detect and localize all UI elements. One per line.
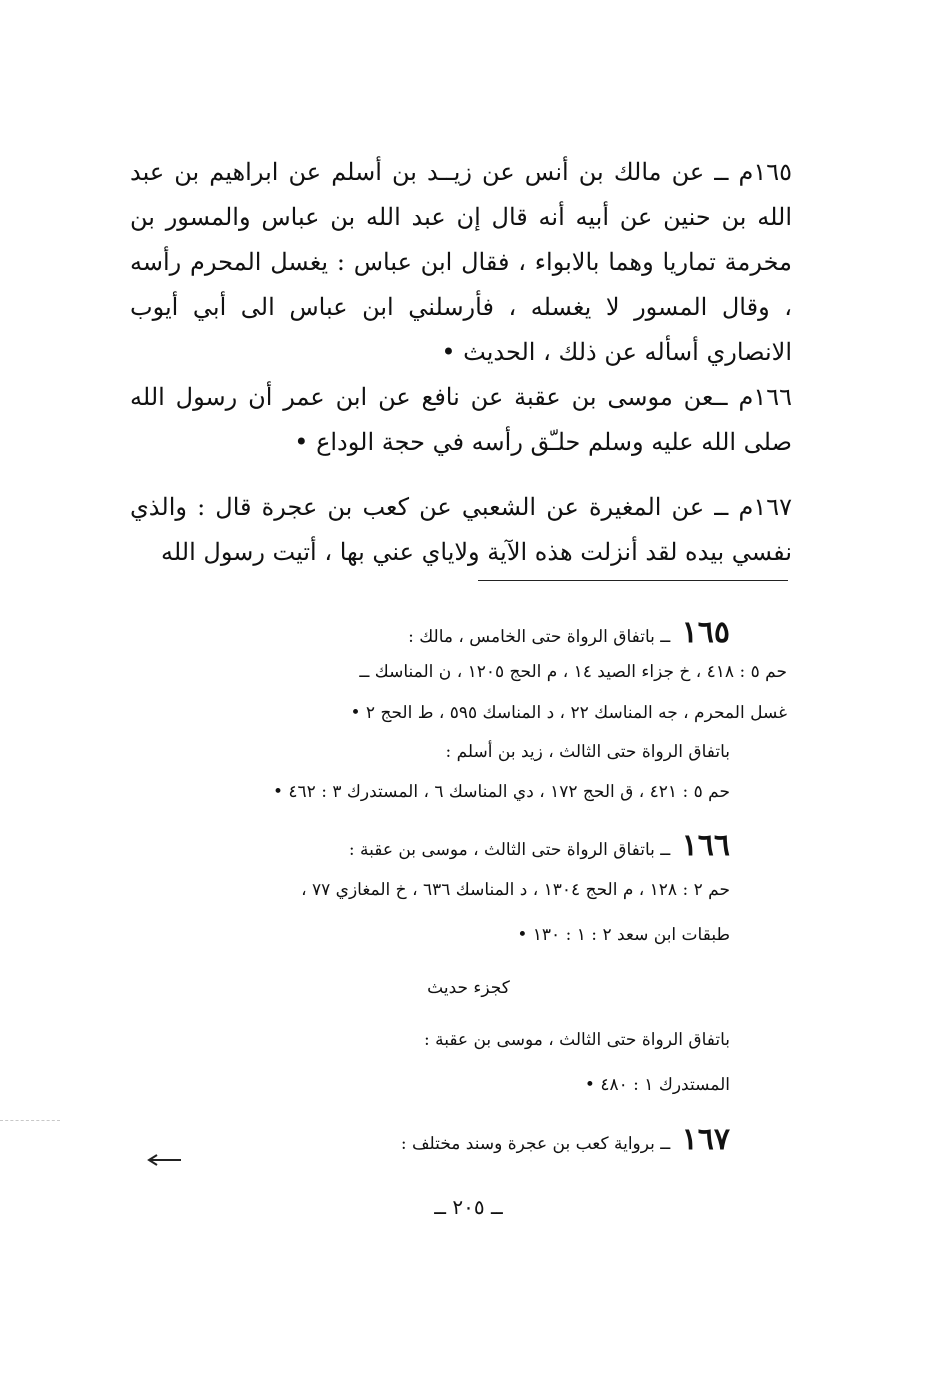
paragraph-165: ١٦٥م ــ عن مالك بن أنس عن زيــد بن أسلم عن ابراهيم بن عبد الله بن حنين عن أبيه أنه قال إن عبد الله بن عباس والمسور بن مخرمة تماريا وهما بالابواء ، فقال ابن عباس : يغسل المحرم رأسه ، وقال المسور لا يغسله ، فأرسلني ابن عباس الى أبي أيوب الانصاري أسأله عن ذلك ، الحديث • [130,158,793,366]
footnote-166-center-note: كجزء حديث [427,978,510,998]
footnote-166-line3: باتفاق الرواة حتى الثالث ، موسى بن عقبة : [423,1030,730,1050]
footnote-165-line2: غسل المحرم ، جه المناسك ٢٢ ، د المناسك ٥٩٥ ، ط الحج ٢ • [350,703,787,723]
footnote-165-line1: حم ٥ : ٤١٨ ، خ جزاء الصيد ١٤ ، م الحج ١٢٠٥ ، ن المناسك ــ [359,662,787,682]
footnote-166-line4: المستدرك ١ : ٤٨٠ • [584,1075,730,1095]
footnote-165-line4: حم ٥ : ٤٢١ ، ق الحج ١٧٢ ، دي المناسك ٦ ، المستدرك ٣ : ٤٦٢ • [272,782,730,802]
footnote-167-heading [401,1122,730,1157]
footnote-166-line1: حم ٢ : ١٢٨ ، م الحج ١٣٠٤ ، د المناسك ٦٣٦ ، خ المغازي ٧٧ ، [301,880,730,900]
page-number: ــ ٢٠٥ ــ [434,1195,503,1219]
margin-dotted-line [0,1120,60,1121]
footnote-167-number: ١٦٧ [681,1122,730,1157]
footnote-165-line3: باتفاق الرواة حتى الثالث ، زيد بن أسلم : [445,742,730,762]
footnote-165-heading-text: ــ باتفاق الرواة حتى الخامس ، مالك : [408,627,671,647]
footnote-166-heading [349,828,730,863]
left-arrow-icon [145,1150,183,1170]
paragraph-166: ١٦٦م ــعن موسى بن عقبة عن نافع عن ابن عمر أن رسول الله صلى الله عليه وسلم حلـّق رأسه في حجة الوداع • [130,383,792,456]
paragraph-167: ١٦٧م ــ عن المغيرة عن الشعبي عن كعب بن عجرة قال : والذي نفسي بيده لقد أنزلت هذه الآية ولاياي عني بها ، أتيت رسول الله [130,493,792,566]
footnote-divider [478,580,788,581]
footnote-166-heading-text: ــ باتفاق الرواة حتى الثالث ، موسى بن عقبة : [348,840,671,860]
footnote-165-heading [408,615,730,650]
footnote-166-number: ١٦٦ [681,828,730,863]
footnote-167-heading-text: ــ برواية كعب بن عجرة وسند مختلف : [400,1134,671,1154]
footnote-166-line2: طبقات ابن سعد ٢ : ١ : ١٣٠ • [517,925,730,945]
footnote-165-number: ١٦٥ [681,615,730,650]
